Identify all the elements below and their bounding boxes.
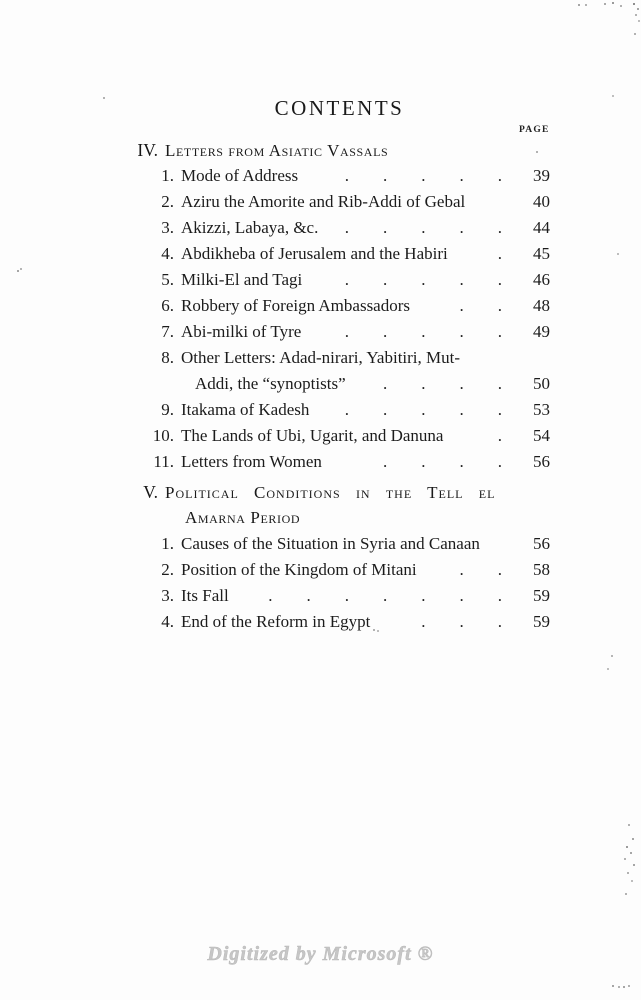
dot-leader: . . . .: [383, 452, 502, 471]
dot-leader: . .: [459, 296, 502, 315]
toc-entry: [128, 293, 550, 319]
entry-number: 10.: [152, 426, 174, 445]
dot-leader: . .: [459, 560, 502, 579]
section-heading-text: Letters from Asiatic Vassals: [165, 141, 389, 160]
entry-title: Causes of the Situation in Syria and Canaan: [181, 534, 480, 553]
entry-title: Letters from Women: [181, 452, 322, 471]
entry-title: Abdikheba of Jerusalem and the Habiri: [181, 244, 448, 263]
dot-leader: . . . . .: [344, 218, 502, 237]
section-numeral: V.: [143, 482, 158, 502]
entry-number: 3.: [161, 586, 174, 605]
entry-number: 9.: [161, 400, 174, 419]
entry-number: 1.: [161, 534, 174, 553]
table-of-contents: [128, 137, 550, 635]
entry-title: Position of the Kingdom of Mitani: [181, 560, 417, 579]
dot-leader: . . . . . . .: [268, 586, 502, 605]
toc-entry-continuation: [128, 371, 550, 397]
entry-title: Robbery of Foreign Ambassadors: [181, 296, 411, 315]
toc-entry: [128, 319, 550, 345]
page-title: CONTENTS: [274, 96, 405, 120]
entry-page-number: 45: [533, 244, 550, 263]
entry-number: 4.: [161, 244, 174, 263]
dot-leader: . . .: [421, 612, 502, 631]
toc-entry: [128, 241, 550, 267]
toc-entry: [128, 531, 550, 557]
entry-title: Other Letters: Adad-nirari, Yabitiri, Mut-: [181, 348, 461, 367]
entry-title: The Lands of Ubi, Ugarit, and Danuna: [181, 426, 444, 445]
dot-leader: .: [497, 244, 502, 263]
entry-page-number: 59: [533, 612, 550, 631]
entry-title: Akizzi, Labaya, &c.: [181, 218, 319, 237]
entry-title: Its Fall: [181, 586, 229, 605]
entry-page-number: 53: [533, 400, 550, 419]
entry-number: 8.: [161, 348, 174, 367]
section-heading-text: Amarna Period: [185, 508, 301, 527]
entry-page-number: 50: [533, 374, 550, 393]
section-heading-iv: [128, 137, 550, 163]
toc-entry: [128, 583, 550, 609]
entry-number: 7.: [161, 322, 174, 341]
section-numeral: IV.: [137, 140, 158, 160]
toc-entry: [128, 163, 550, 189]
toc-entry: [128, 449, 550, 475]
entry-number: 11.: [153, 452, 174, 471]
entry-number: 3.: [161, 218, 174, 237]
entry-title: Milki-El and Tagi: [181, 270, 303, 289]
toc-entry: [128, 557, 550, 583]
entry-page-number: 46: [533, 270, 550, 289]
entry-number: 2.: [161, 560, 174, 579]
page-column-label: PAGE: [519, 125, 550, 135]
entry-number: 6.: [161, 296, 174, 315]
dot-leader: . . . . .: [344, 270, 502, 289]
entry-number: 5.: [161, 270, 174, 289]
entry-page-number: 49: [533, 322, 550, 341]
section-heading-v-line2: [128, 505, 550, 531]
entry-page-number: 44: [533, 218, 550, 237]
scan-noise-specks: [0, 0, 2, 2]
toc-entry: [128, 397, 550, 423]
entry-page-number: 59: [533, 586, 550, 605]
entry-title: Aziru the Amorite and Rib-Addi of Gebal: [181, 192, 466, 211]
toc-entry: [128, 215, 550, 241]
dot-leader: . . . . .: [344, 400, 502, 419]
entry-page-number: 56: [533, 452, 550, 471]
digitization-watermark: Digitized by Microsoft ®: [207, 943, 434, 965]
dot-leader: . . . . .: [344, 166, 502, 185]
section-heading-v: [128, 479, 550, 505]
dot-leader: . . . . .: [344, 322, 502, 341]
toc-entry: [128, 609, 550, 635]
entry-title: Itakama of Kadesh: [181, 400, 310, 419]
entry-title: Abi-milki of Tyre: [181, 322, 302, 341]
entry-page-number: 54: [533, 426, 550, 445]
toc-entry: [128, 189, 550, 215]
entry-title: End of the Reform in Egypt: [181, 612, 371, 631]
entry-page-number: 56: [533, 534, 550, 553]
entry-number: 4.: [161, 612, 174, 631]
entry-page-number: 39: [533, 166, 550, 185]
section-heading-text: Political Conditions in the Tell el: [165, 483, 496, 502]
toc-entry: [128, 267, 550, 293]
entry-page-number: 48: [533, 296, 550, 315]
dot-leader: .: [497, 426, 502, 445]
dot-leader: . . . .: [383, 374, 502, 393]
entry-page-number: 58: [533, 560, 550, 579]
entry-page-number: 40: [533, 192, 550, 211]
entry-number: 2.: [161, 192, 174, 211]
entry-title-continued: Addi, the “synoptists”: [195, 374, 346, 393]
toc-entry: [128, 345, 550, 371]
toc-entry: [128, 423, 550, 449]
entry-number: 1.: [161, 166, 174, 185]
entry-title: Mode of Address: [181, 166, 299, 185]
